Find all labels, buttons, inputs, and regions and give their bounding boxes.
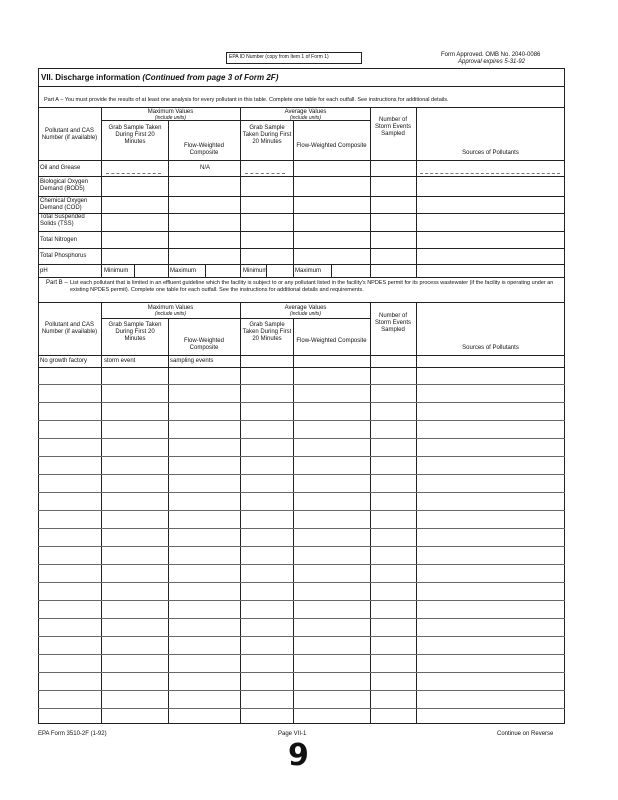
part-a-col-flow-avg: Flow-Weighted Composite	[296, 143, 367, 149]
part-a-col-pollutant: Pollutant and CAS Number (if available)	[41, 128, 98, 141]
part-b-col-max-values: Maximum Values	[147, 305, 194, 311]
part-a-oil-flow-value[interactable]: N/A	[200, 165, 211, 171]
part-a-col-max-units: (include units)	[154, 115, 187, 121]
part-b-col-grab-max: Grab Sample Taken During First 20 Minutes	[108, 322, 162, 342]
part-b-label: Part B –	[46, 280, 68, 286]
part-a-row-tss: Total Suspended Solids (TSS)	[40, 214, 85, 227]
approval-expires: Approval expires 5-31-92	[458, 59, 526, 65]
section-title: VII. Discharge information (Continued from page 3 of Form 2F)	[41, 73, 279, 82]
part-a-row-phosphorus: Total Phosphorus	[40, 253, 87, 259]
part-b-col-pollutant: Pollutant and CAS Number (if available)	[41, 322, 98, 335]
part-a-col-grab-max: Grab Sample Taken During First 20 Minutes	[108, 125, 162, 145]
epa-id-label: EPA ID Number (copy from Item 1 of Form 1)	[229, 54, 329, 60]
part-b-row1-flow[interactable]: sampling events	[170, 358, 214, 364]
part-a-row-bod: Biological Oxygen Demand (BOD5)	[40, 179, 89, 192]
part-a-row-cod: Chemical Oxygen Demand (COD)	[40, 198, 88, 211]
footer-form-number: EPA Form 3510-2F (1-92)	[38, 731, 107, 737]
part-a-col-max-values: Maximum Values	[147, 109, 194, 115]
part-b-col-avg-units: (include units)	[289, 311, 322, 317]
part-b-col-sources: Sources of Pollutants	[462, 345, 519, 351]
discharge-information-form	[38, 68, 565, 724]
part-a-ph-min-avg: Minimum	[243, 268, 268, 274]
handwritten-page-number: 9	[288, 738, 309, 773]
part-a-instruction: Part A – You must provide the results of at least one analysis for every pollutant in this table. Complete one table for each outfall. See instructions for additional details.	[44, 97, 449, 103]
footer-continue: Continue on Reverse	[497, 731, 554, 737]
part-a-ph-max-avg: Maximum	[295, 268, 322, 274]
footer-page: Page VII-1	[278, 731, 307, 737]
part-b-row1-pollutant[interactable]: No growth factory	[40, 358, 88, 364]
part-b-instruction: List each pollutant that is limited in an effluent guideline which the facility is subject to or any pollutant listed in the facility's NPDES permit for its process wastewater (if the facility is operating under an existing NPDES permit). Complete one table for each outfall. See the instructions for additional details and requirements.	[70, 280, 554, 293]
part-b-col-flow-avg: Flow-Weighted Composite	[296, 338, 367, 344]
part-b-col-grab-avg: Grab Sample Taken During First 20 Minutes	[242, 322, 292, 342]
part-b-col-max-units: (include units)	[154, 311, 187, 317]
part-a-col-avg-units: (include units)	[289, 115, 322, 121]
part-b-col-avg-values: Average Values	[284, 305, 327, 311]
part-a-col-sources: Sources of Pollutants	[462, 150, 519, 156]
part-b-col-flow-max: Flow-Weighted Composite	[184, 338, 224, 351]
part-a-ph-max-grab: Maximum	[170, 268, 197, 274]
part-a-row-oil-grease: Oil and Grease	[40, 165, 81, 171]
part-a-ph-min-grab: Minimum	[104, 268, 129, 274]
part-b-row1-grab[interactable]: storm event	[104, 358, 136, 364]
form-approved: Form Approved. OMB No. 2040-0086	[441, 52, 541, 58]
part-a-col-flow-max: Flow-Weighted Composite	[184, 143, 224, 156]
part-a-col-grab-avg: Grab Sample Taken During First 20 Minutes	[242, 125, 292, 145]
part-b-col-events: Number of Storm Events Sampled	[374, 313, 411, 333]
part-a-col-events: Number of Storm Events Sampled	[374, 117, 411, 137]
epa-id-number-box[interactable]	[226, 52, 362, 64]
part-a-row-nitrogen: Total Nitrogen	[40, 237, 78, 243]
part-a-col-avg-values: Average Values	[284, 109, 327, 115]
part-a-row-ph: pH	[40, 268, 48, 274]
